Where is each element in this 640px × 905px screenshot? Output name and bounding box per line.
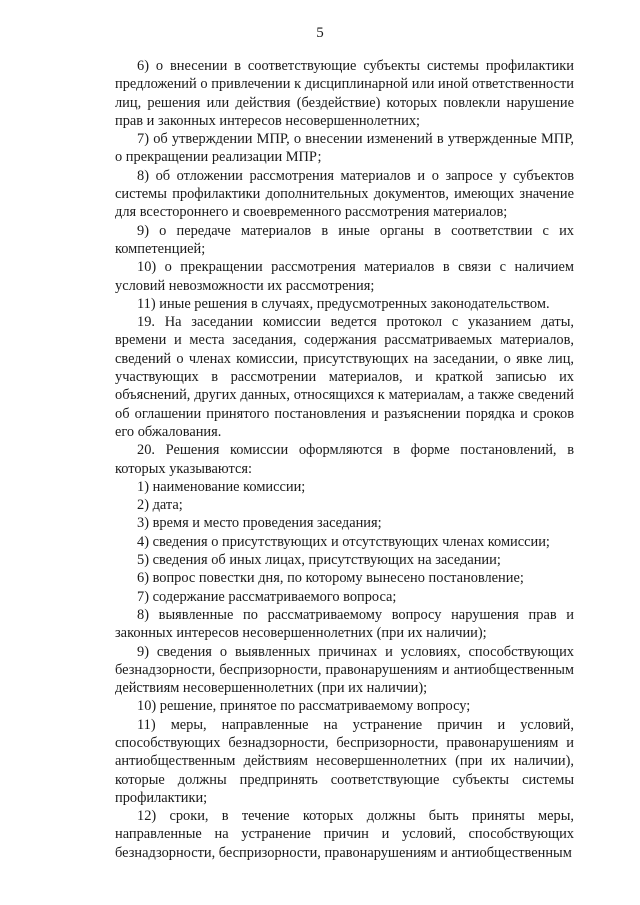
- paragraph: 7) содержание рассматриваемого вопроса;: [137, 588, 397, 605]
- paragraph: 2) дата;: [137, 497, 183, 514]
- paragraph: 4) сведения о присутствующих и отсутствующих членах комиссии;: [137, 533, 550, 550]
- paragraph: 19. На заседании комиссии ведется протокол с указанием даты, времени и места заседания, содержания рассматриваемых материалов, сведений о членах комиссии, присутствующих на заседании, о явке лиц, участвующих в рассмотрении материалов, и краткой записью их объяснений, других данных, относящихся к материалам, а также сведений об оглашении принятого постановления и разъяснении порядка и сроков его обжалования.: [115, 314, 574, 440]
- paragraph: 20. Решения комиссии оформляются в форме постановлений, в которых указываются:: [115, 442, 574, 477]
- paragraph: 10) о прекращении рассмотрения материалов в связи с наличием условий невозможности их рассмотрения;: [115, 259, 574, 294]
- paragraph: 9) сведения о выявленных причинах и условиях, способствующих безнадзорности, беспризорности, правонарушениям и антиобщественным действиям несовершеннолетних (при их наличии);: [115, 643, 574, 697]
- paragraph: 10) решение, принятое по рассматриваемому вопросу;: [137, 698, 471, 715]
- paragraph: 5) сведения об иных лицах, присутствующих на заседании;: [137, 552, 501, 569]
- paragraph: 6) вопрос повестки дня, по которому вынесено постановление;: [137, 570, 524, 587]
- paragraph: 6) о внесении в соответствующие субъекты системы профилактики предложений о привлечении к дисциплинарной или иной ответственности лиц, решения или действия (бездействие) которых повлекли нарушение прав и законных интересов несовершеннолетних;: [115, 58, 574, 129]
- paragraph: 11) меры, направленные на устранение причин и условий, способствующих безнадзорности, беспризорности, правонарушениям и антиобщественным действиям несовершеннолетних (при их наличии), которые должны предпринять соответствующие субъекты системы профилактики;: [115, 716, 574, 806]
- paragraph: 7) об утверждении МПР, о внесении изменений в утвержденные МПР, о прекращении реализации МПР;: [115, 131, 574, 166]
- document-body: [115, 57, 574, 862]
- paragraph: 9) о передаче материалов в иные органы в соответствии с их компетенцией;: [115, 222, 574, 257]
- page-number: 5: [316, 25, 324, 41]
- paragraph: 8) об отложении рассмотрения материалов и о запросе у субъектов системы профилактики дополнительных документов, имеющих значение для всестороннего и своевременного рассмотрения материалов;: [115, 167, 574, 221]
- paragraph: 12) сроки, в течение которых должны быть приняты меры, направленные на устранение причин и условий, способствующих безнадзорности, беспризорности, правонарушениям и антиобщественным: [115, 808, 574, 861]
- paragraph: 8) выявленные по рассматриваемому вопросу нарушения прав и законных интересов несовершеннолетних (при их наличии);: [115, 606, 574, 642]
- paragraph: 3) время и место проведения заседания;: [137, 515, 382, 532]
- paragraph: 11) иные решения в случаях, предусмотренных законодательством.: [137, 295, 550, 312]
- paragraph: 1) наименование комиссии;: [137, 478, 306, 495]
